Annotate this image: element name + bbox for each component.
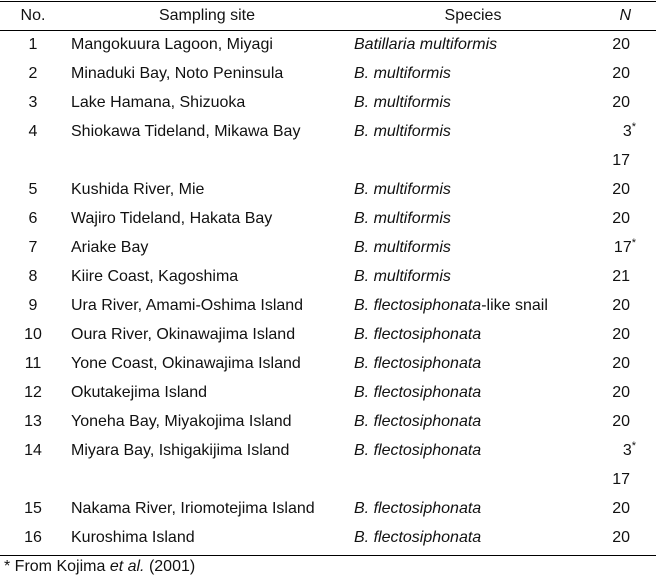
cell-sampling-site: Kuroshima Island <box>71 529 195 546</box>
cell-sampling-site <box>66 146 348 175</box>
cell-no: 6 <box>28 210 38 227</box>
n-value: 20 <box>612 181 630 198</box>
cell-no <box>0 465 66 494</box>
cell-sampling-site: Minaduki Bay, Noto Peninsula <box>71 65 284 82</box>
cell-no: 8 <box>28 268 38 285</box>
table-row <box>0 465 656 494</box>
cell-species <box>348 59 598 88</box>
cell-no: 7 <box>28 239 38 256</box>
cell-species <box>348 30 598 59</box>
n-value: 20 <box>612 94 630 111</box>
cell-species <box>348 146 598 175</box>
header-species: Species <box>444 7 502 24</box>
cell-n <box>598 204 656 233</box>
table-row <box>0 233 656 262</box>
n-value: 20 <box>612 355 630 372</box>
species-name: B. flectosiphonata <box>354 384 482 401</box>
cell-species <box>348 494 598 523</box>
n-value: 20 <box>612 413 630 430</box>
cell-sampling-site: Nakama River, Iriomotejima Island <box>71 500 315 517</box>
table-row <box>0 88 656 117</box>
cell-no: 16 <box>24 529 42 546</box>
table-row <box>0 407 656 436</box>
cell-no: 10 <box>24 326 42 343</box>
cell-sampling-site: Kushida River, Mie <box>71 181 205 198</box>
cell-no <box>0 146 66 175</box>
cell-no: 14 <box>24 442 42 459</box>
species-name: B. multiformis <box>354 123 451 140</box>
table-header-row <box>0 1 656 30</box>
cell-species <box>348 436 598 465</box>
cell-sampling-site: Kiire Coast, Kagoshima <box>71 268 239 285</box>
table-row <box>0 349 656 378</box>
species-name: Batillaria multiformis <box>354 36 498 53</box>
table-row <box>0 117 656 146</box>
cell-n <box>598 175 656 204</box>
cell-n <box>598 88 656 117</box>
cell-n <box>598 407 656 436</box>
footnote-year: (2001) <box>144 558 196 575</box>
n-value: 20 <box>612 297 630 314</box>
table-row <box>0 30 656 59</box>
cell-sampling-site: Ariake Bay <box>71 239 149 256</box>
cell-species <box>348 117 598 146</box>
species-name: B. multiformis <box>354 210 451 227</box>
n-value: 3 <box>622 123 632 140</box>
cell-n <box>598 146 656 175</box>
cell-sampling-site: Okutakejima Island <box>71 384 208 401</box>
cell-species <box>348 233 598 262</box>
cell-sampling-site: Shiokawa Tideland, Mikawa Bay <box>71 123 301 140</box>
n-value: 20 <box>612 326 630 343</box>
header-no: No. <box>20 7 46 24</box>
cell-sampling-site: Lake Hamana, Shizuoka <box>71 94 246 111</box>
n-value: 3 <box>622 442 632 459</box>
table-row <box>0 523 656 552</box>
species-name: B. multiformis <box>354 181 451 198</box>
footnote-prefix: From Kojima <box>10 558 110 575</box>
n-value: 21 <box>612 268 630 285</box>
species-name: B. multiformis <box>354 268 451 285</box>
cell-n <box>598 233 656 262</box>
cell-n <box>598 494 656 523</box>
footnote <box>4 557 195 577</box>
footnote-marker: * <box>631 237 636 249</box>
table-row <box>0 204 656 233</box>
cell-no: 2 <box>28 65 38 82</box>
species-name: B. flectosiphonata <box>354 297 482 314</box>
table-row <box>0 175 656 204</box>
cell-n <box>598 349 656 378</box>
cell-species <box>348 262 598 291</box>
cell-sampling-site: Wajiro Tideland, Hakata Bay <box>71 210 273 227</box>
species-name: B. flectosiphonata <box>354 500 482 517</box>
cell-species <box>348 175 598 204</box>
sampling-sites-table <box>0 1 656 552</box>
cell-no: 3 <box>28 94 38 111</box>
species-name: B. flectosiphonata <box>354 442 482 459</box>
n-value: 20 <box>612 210 630 227</box>
cell-species <box>348 349 598 378</box>
table-body <box>0 30 656 552</box>
cell-species <box>348 204 598 233</box>
bottom-rule <box>0 555 656 556</box>
table-row <box>0 378 656 407</box>
cell-species <box>348 465 598 494</box>
footnote-marker: * <box>631 121 636 133</box>
footnote-mark: * <box>4 558 11 575</box>
cell-n <box>598 320 656 349</box>
species-name: B. flectosiphonata <box>354 326 482 343</box>
species-name: B. multiformis <box>354 94 451 111</box>
cell-n <box>598 436 656 465</box>
table-row <box>0 320 656 349</box>
n-value: 20 <box>612 65 630 82</box>
species-name: B. flectosiphonata <box>354 355 482 372</box>
cell-species <box>348 320 598 349</box>
table-row <box>0 291 656 320</box>
cell-no: 9 <box>28 297 38 314</box>
cell-n <box>598 59 656 88</box>
footnote-et-al: et al. <box>109 558 145 575</box>
cell-n <box>598 291 656 320</box>
n-value: 17 <box>613 239 632 256</box>
cell-sampling-site: Ura River, Amami-Oshima Island <box>71 297 304 314</box>
table-row <box>0 146 656 175</box>
n-value: 17 <box>612 471 630 488</box>
cell-sampling-site: Oura River, Okinawajima Island <box>71 326 296 343</box>
cell-sampling-site: Yone Coast, Okinawajima Island <box>71 355 301 372</box>
n-value: 20 <box>612 36 630 53</box>
cell-no: 15 <box>24 500 42 517</box>
cell-no: 12 <box>24 384 42 401</box>
cell-species <box>348 378 598 407</box>
cell-species <box>348 291 598 320</box>
species-name: B. multiformis <box>354 239 451 256</box>
cell-sampling-site: Mangokuura Lagoon, Miyagi <box>71 36 273 53</box>
species-suffix: -like snail <box>481 297 548 314</box>
cell-no: 1 <box>28 36 38 53</box>
cell-sampling-site <box>66 465 348 494</box>
cell-n <box>598 262 656 291</box>
cell-species <box>348 88 598 117</box>
cell-no: 13 <box>24 413 42 430</box>
cell-n <box>598 465 656 494</box>
species-name: B. multiformis <box>354 65 451 82</box>
header-sampling-site: Sampling site <box>158 7 256 24</box>
species-name: B. flectosiphonata <box>354 413 482 430</box>
n-value: 17 <box>612 152 630 169</box>
cell-sampling-site: Miyara Bay, Ishigakijima Island <box>71 442 290 459</box>
cell-no: 11 <box>24 355 42 372</box>
cell-species <box>348 407 598 436</box>
cell-sampling-site: Yoneha Bay, Miyakojima Island <box>71 413 292 430</box>
table-row <box>0 262 656 291</box>
cell-n <box>598 378 656 407</box>
cell-species <box>348 523 598 552</box>
cell-n <box>598 523 656 552</box>
table-row <box>0 59 656 88</box>
table-row <box>0 494 656 523</box>
n-value: 20 <box>612 529 630 546</box>
n-value: 20 <box>612 500 630 517</box>
cell-n <box>598 117 656 146</box>
header-n: N <box>619 7 631 24</box>
footnote-marker: * <box>631 440 636 452</box>
species-name: B. flectosiphonata <box>354 529 482 546</box>
cell-no: 4 <box>28 123 38 140</box>
cell-no: 5 <box>28 181 38 198</box>
n-value: 20 <box>612 384 630 401</box>
table-row <box>0 436 656 465</box>
cell-n <box>598 30 656 59</box>
